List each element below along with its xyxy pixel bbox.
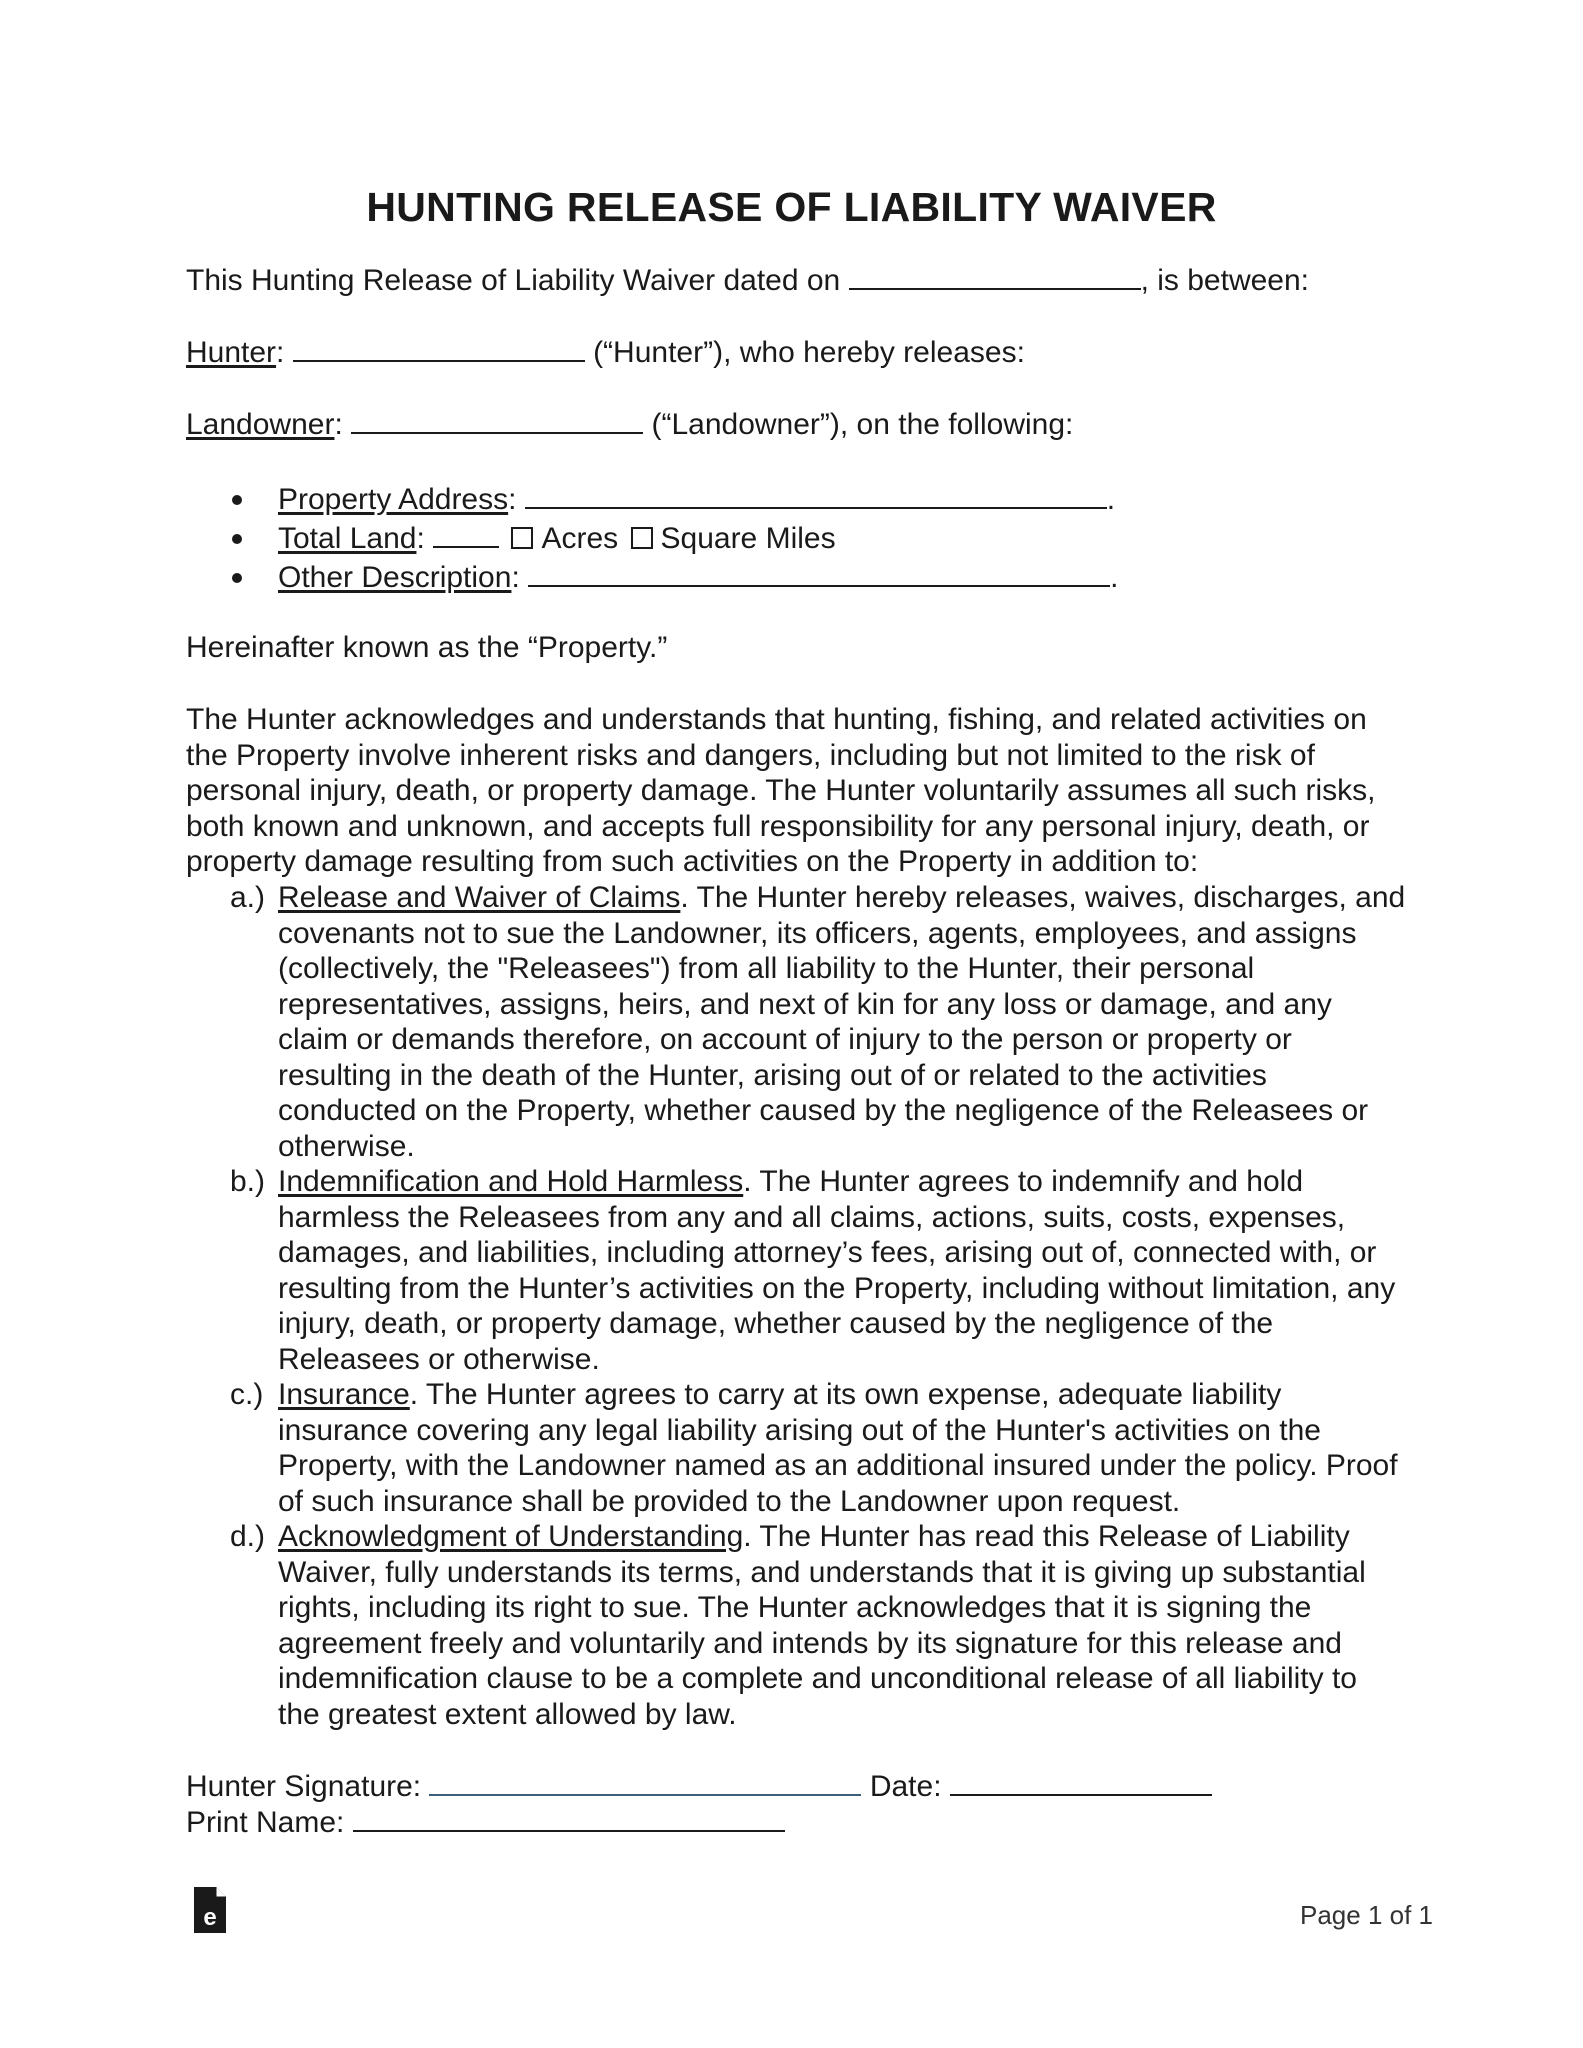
clause-item-d [186, 1519, 1406, 1732]
other-description-blank[interactable] [528, 559, 1110, 587]
print-name-label: Print Name: [186, 1806, 345, 1839]
intro-suffix: , is between: [1140, 264, 1310, 297]
landowner-name-blank[interactable] [351, 406, 643, 434]
list-item: Other Description: . [186, 558, 1118, 597]
print-name-blank[interactable] [353, 1804, 785, 1832]
hunter-suffix: (“Hunter”), who hereby releases: [593, 336, 1025, 369]
document-title: HUNTING RELEASE OF LIABILITY WAIVER [366, 184, 1217, 230]
hunter-name-blank[interactable] [293, 334, 585, 362]
property-bullet-list [186, 480, 1118, 597]
clause-label: d.) [230, 1520, 266, 1553]
property-address-label: Property Address [278, 483, 509, 516]
clause-list [186, 880, 1406, 1732]
clause-heading: Indemnification and Hold Harmless [278, 1165, 744, 1198]
clause-label: b.) [230, 1165, 266, 1198]
clause-item-c [186, 1377, 1406, 1519]
clause-heading: Insurance [278, 1378, 410, 1411]
clause-text: . The Hunter hereby releases, waives, discharges, and covenants not to sue the Landowner, its officers, agents, employees, and assigns (collectively, the "Releasees") from all liability to the Hunter, their personal representatives, assigns, heirs, and next of kin for any loss or damage, and any claim or demands therefore, on account of injury to the person or property or resulting in the death of the Hunter, arising out of or related to the activities conducted on the Property, whether caused by the negligence of the Releasees or otherwise. [278, 881, 1406, 1163]
clause-item-b [186, 1164, 1406, 1377]
date-blank[interactable] [849, 262, 1141, 290]
bullet-icon [232, 495, 242, 505]
intro-line [186, 262, 1309, 299]
acres-checkbox[interactable] [511, 527, 533, 549]
list-item: Total Land: Acres Square Miles [186, 519, 1118, 558]
landowner-label: Landowner [186, 408, 335, 441]
print-name-line [186, 1804, 785, 1841]
bullet-icon [232, 573, 242, 583]
landowner-suffix: (“Landowner”), on the following: [651, 408, 1074, 441]
clause-label: a.) [230, 881, 266, 914]
clause-heading: Release and Waiver of Claims [278, 881, 681, 914]
landowner-line: Landowner: (“Landowner”), on the following: [186, 408, 1074, 441]
page-number: Page 1 of 1 [1300, 1900, 1433, 1930]
total-land-label: Total Land [278, 522, 417, 555]
hunter-signature-blank[interactable] [429, 1768, 861, 1796]
signature-date-blank[interactable] [950, 1768, 1212, 1796]
list-item: Property Address: . [186, 480, 1118, 519]
clause-heading: Acknowledgment of Understanding [278, 1520, 744, 1553]
clause-item-a [186, 880, 1406, 1164]
clause-text: . The Hunter agrees to indemnify and hold harmless the Releasees from any and all claims, actions, suits, costs, expenses, damages, and liabilities, including attorney’s fees, arising out of, connected with, or resulting from the Hunter’s activities on the Property, including without limitation, any injury, death, or property damage, whether caused by the negligence of the Releasees or otherwise. [278, 1165, 1396, 1376]
eforms-logo-icon [192, 1885, 228, 1935]
hunter-signature-label: Hunter Signature: [186, 1770, 422, 1803]
main-paragraph: The Hunter acknowledges and understands that hunting, fishing, and related activities on the Property involve inherent risks and dangers, including but not limited to the risk of personal injury, death, or property damage. The Hunter voluntarily assumes all such risks, both known and unknown, and accepts full responsibility for any personal injury, death, or property damage resulting from such activities on the Property in addition to: [186, 703, 1376, 878]
svg-text:e: e [203, 1904, 217, 1931]
hereinafter-text: Hereinafter known as the “Property.” [186, 631, 668, 664]
hunter-label: Hunter [186, 336, 277, 369]
acres-label: Acres [541, 522, 619, 555]
property-address-blank[interactable] [525, 481, 1107, 509]
other-description-label: Other Description [278, 561, 512, 594]
date-label: Date: [869, 1770, 942, 1803]
square-miles-label: Square Miles [660, 522, 836, 555]
clause-text: . The Hunter agrees to carry at its own expense, adequate liability insurance covering any legal liability arising out of the Hunter's activities on the Property, with the Landowner named as an additional insured under the policy. Proof of such insurance shall be provided to the Landowner upon request. [278, 1378, 1398, 1518]
signature-line [186, 1768, 1212, 1805]
square-miles-checkbox[interactable] [631, 527, 653, 549]
total-land-blank[interactable] [433, 520, 499, 548]
clause-label: c.) [230, 1378, 264, 1411]
bullet-icon [232, 534, 242, 544]
clause-text: . The Hunter has read this Release of Liability Waiver, fully understands its terms, and understands that it is giving up substantial rights, including its right to sue. The Hunter acknowledges that it is signing the agreement freely and voluntarily and intends by its signature for this release and indemnification clause to be a complete and unconditional release of all liability to the greatest extent allowed by law. [278, 1520, 1366, 1731]
hunter-line: Hunter: (“Hunter”), who hereby releases: [186, 336, 1025, 369]
intro-prefix: This Hunting Release of Liability Waiver dated on [186, 264, 841, 297]
